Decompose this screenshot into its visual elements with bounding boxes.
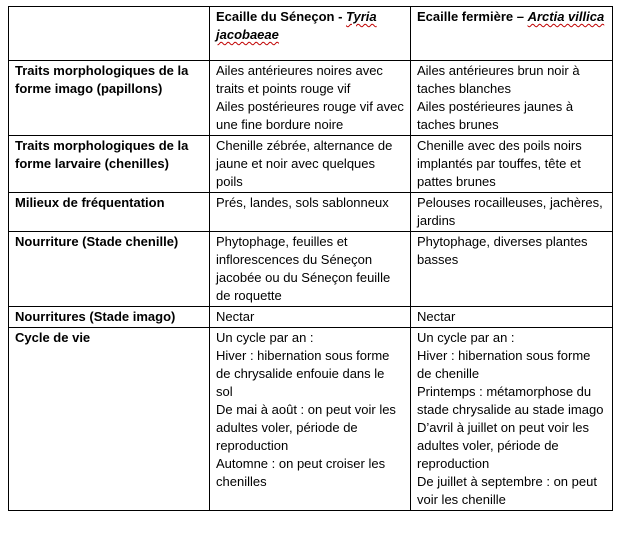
cell-line: Printemps : métamorphose du stade chrysalide au stade imago: [417, 384, 604, 417]
cell-line: Ailes antérieures brun noir à taches blanches: [417, 63, 580, 96]
row-label: Nourritures (Stade imago): [9, 307, 210, 328]
cell-line: De mai à août : on peut voir les adultes voler, période de reproduction: [216, 402, 396, 453]
row-label: Milieux de fréquentation: [9, 193, 210, 232]
cell-line: Un cycle par an :: [417, 330, 515, 345]
table-row: [9, 328, 613, 511]
row-label: Cycle de vie: [9, 328, 210, 511]
cell-col2: [210, 136, 411, 193]
cell-line: Automne : on peut croiser les chenilles: [216, 456, 386, 489]
cell-col2: [210, 193, 411, 232]
header-species-2-latin: Arctia villica: [527, 9, 605, 24]
cell-line: Ailes postérieures rouge vif avec une fine bordure noire: [216, 99, 404, 132]
cell-col2: [210, 232, 411, 307]
header-species-2: [411, 7, 613, 61]
header-species-2-prefix: Ecaille fermière –: [417, 9, 528, 24]
cell-col3: [411, 136, 613, 193]
header-species-1-latin: Tyria jacobaeae: [216, 9, 377, 42]
cell-col3: [411, 193, 613, 232]
cell-line: De juillet à septembre : on peut voir les chenille: [417, 474, 597, 507]
table-row: [9, 61, 613, 136]
cell-line: Chenille avec des poils noirs implantés par touffes, tête et pattes brunes: [417, 138, 582, 189]
row-label: Traits morphologiques de la forme larvaire (chenilles): [9, 136, 210, 193]
table-row: [9, 193, 613, 232]
cell-line: Un cycle par an :: [216, 330, 314, 345]
cell-line: Phytophage, diverses plantes basses: [417, 234, 588, 267]
cell-col3: [411, 328, 613, 511]
cell-line: Chenille zébrée, alternance de jaune et noir avec quelques poils: [216, 138, 393, 189]
row-label: Traits morphologiques de la forme imago (papillons): [9, 61, 210, 136]
cell-col2: [210, 328, 411, 511]
cell-col2: [210, 61, 411, 136]
cell-line: Hiver : hibernation sous forme de chenille: [417, 348, 591, 381]
cell-col3: [411, 61, 613, 136]
cell-line: Prés, landes, sols sablonneux: [216, 195, 389, 210]
cell-line: Nectar: [216, 309, 255, 324]
cell-line: Pelouses rocailleuses, jachères, jardins: [417, 195, 603, 228]
cell-line: Hiver : hibernation sous forme de chrysalide enfouie dans le sol: [216, 348, 390, 399]
table-row: [9, 232, 613, 307]
header-empty-cell: [9, 7, 210, 61]
cell-line: Ailes antérieures noires avec traits et points rouge vif: [216, 63, 383, 96]
comparison-table: [8, 6, 613, 511]
cell-col3: [411, 232, 613, 307]
cell-line: Nectar: [417, 309, 456, 324]
row-label: Nourriture (Stade chenille): [9, 232, 210, 307]
header-species-1: [210, 7, 411, 61]
cell-line: D’avril à juillet on peut voir les adultes voler, période de reproduction: [417, 420, 589, 471]
cell-line: Phytophage, feuilles et inflorescences du Séneçon jacobée ou du Séneçon feuille de roquette: [216, 234, 391, 303]
table-row: [9, 136, 613, 193]
header-species-1-prefix: Ecaille du Séneçon -: [216, 9, 347, 24]
cell-line: Ailes postérieures jaunes à taches brunes: [417, 99, 574, 132]
cell-col3: [411, 307, 613, 328]
table-row: [9, 307, 613, 328]
cell-col2: [210, 307, 411, 328]
header-row: [9, 7, 613, 61]
